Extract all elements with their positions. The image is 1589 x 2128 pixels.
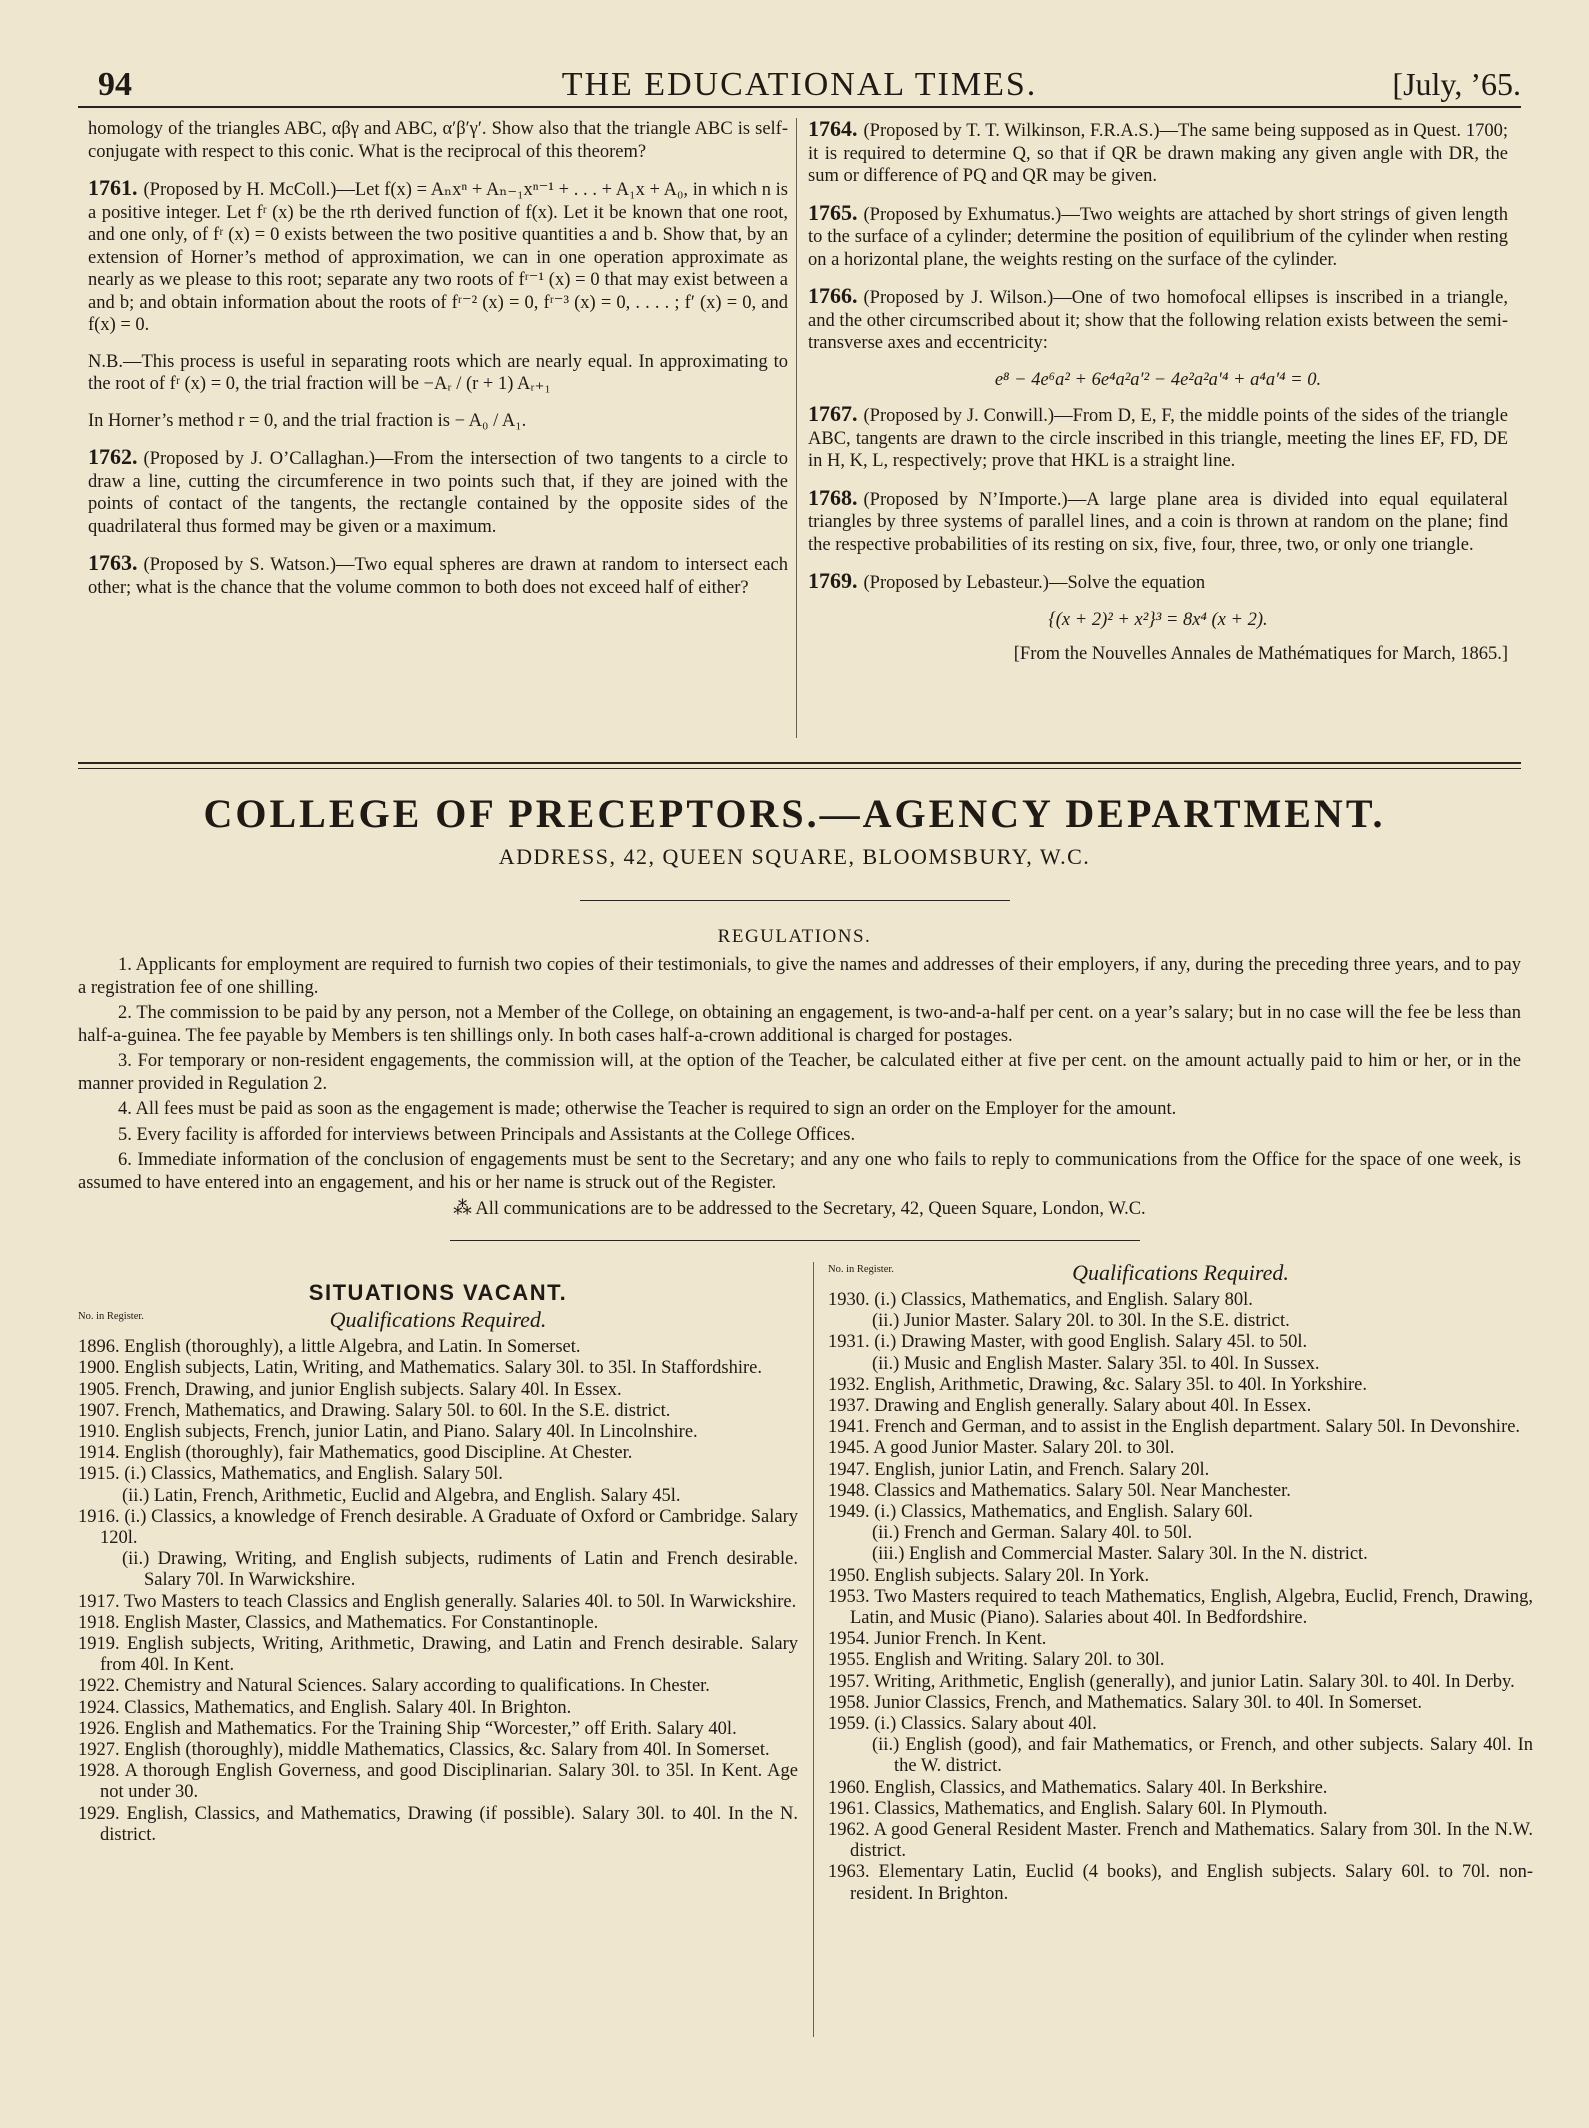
situations-subheading [78,1309,798,1335]
agency-address: ADDRESS, 42, QUEEN SQUARE, BLOOMSBURY, W.C. [498,844,1091,869]
situation-entry: 1962. A good General Resident Master. French and Mathematics. Salary from 30l. In the N.W. district. [828,1820,1533,1862]
situation-entry: 1915. (i.) Classics, Mathematics, and English. Salary 50l. [78,1464,503,1485]
short-divider [450,1240,1140,1241]
problem-paragraph [88,410,788,433]
problem-number: 1761. [88,175,138,200]
regulation-item: 6. Immediate information of the conclusion of engagements must be sent to the Secretary; and any one who fails to reply to communications from the Office for the space of one week, is assumed to have entered into an engagement, and his or her name is struck out of the Register. [78,1150,1521,1193]
situation-entry: 1947. English, junior Latin, and French. Salary 20l. [828,1459,1210,1480]
problem-number: 1767. [808,401,858,426]
problem-text: (Proposed by N’Importe.)—A large plane area is divided into equal equilateral triangles by three systems of parallel lines, and a coin is thrown at random on the plane; find the respective probabilities of its resting on six, five, four, three, two, or only one triangle. [808,489,1508,555]
problem-paragraph [808,570,1508,595]
situations-subheading [828,1262,1533,1288]
situation-entry: 1958. Junior Classics, French, and Mathematics. Salary 30l. to 40l. In Somerset. [828,1692,1422,1713]
problem-text: [From the Nouvelles Annales de Mathématiques for March, 1865.] [1013,644,1508,664]
situation-entry: 1924. Classics, Mathematics, and English. Salary 40l. In Brighton. [78,1697,572,1718]
situation-entry: 1928. A thorough English Governess, and good Disciplinarian. Salary 30l. to 35l. In Kent. Age not under 30. [78,1761,798,1803]
situation-entry: 1961. Classics, Mathematics, and English. Salary 60l. In Plymouth. [828,1798,1328,1819]
column-divider [813,1262,814,2037]
problem-text: (Proposed by H. McColl.)—Let f(x) = Aₙxⁿ + Aₙ₋₁xⁿ⁻¹ + . . . + A₁x + A₀, in which n is a positive integer. Let fʳ (x) be the rth derived function of f(x). Let it be known that one root, and one only, of fʳ (x) = 0 exists between the two positive quantities a and b. Show that, by an extension of Horner’s method of approximation, we can in one operation approximate as nearly as we please to this root; separate any two roots of fʳ⁻¹ (x) = 0 that may exist between a and b; and obtain information about the roots of fʳ⁻² (x) = 0, fʳ⁻³ (x) = 0, . . . . ; f′ (x) = 0, and f(x) = 0. [88,180,788,335]
problem-paragraph [88,177,788,337]
column-divider [796,118,797,738]
regulation-item: 5. Every facility is afforded for interviews between Principals and Assistants at the College Offices. [118,1124,856,1145]
situation-entry: 1949. (i.) Classics, Mathematics, and English. Salary 60l. [828,1502,1253,1523]
situation-entry: 1917. Two Masters to teach Classics and English generally. Salaries 40l. to 50l. In Warwickshire. [78,1591,797,1612]
problem-number: 1762. [88,444,138,469]
problem-text: (Proposed by Lebasteur.)—Solve the equation [863,573,1206,593]
problem-paragraph [808,643,1508,666]
problem-text: (Proposed by J. O’Callaghan.)—From the intersection of two tangents to a circle to draw a line, cutting the circumference in two points such that, if they are joined with the points of contact of the tangents, the rectangle contained by the opposite sides of the quadrilateral thus formed may be given or a maximum. [88,449,788,537]
problem-paragraph [808,118,1508,188]
short-divider [580,900,1010,901]
situation-entry: 1955. English and Writing. Salary 20l. to 30l. [828,1650,1165,1671]
situation-sub-item: (ii.) English (good), and fair Mathematics, or French, and other subjects. Salary 40l. In the W. district. [872,1735,1533,1777]
situation-entry: 1960. English, Classics, and Mathematics. Salary 40l. In Berkshire. [828,1777,1328,1798]
problem-number: 1768. [808,484,858,510]
problem-text: (Proposed by S. Watson.)—Two equal spheres are drawn at random to intersect each other; what is the chance that the volume common to both does not exceed half of either? [88,555,788,598]
situation-entry: 1918. English Master, Classics, and Mathematics. For Constantinople. [78,1612,599,1633]
situation-entry: 1932. English, Arithmetic, Drawing, &c. Salary 35l. to 40l. In Yorkshire. [828,1374,1368,1395]
situation-entry: 1907. French, Mathematics, and Drawing. Salary 50l. to 60l. In the S.E. district. [78,1400,671,1421]
situation-entry: 1914. English (thoroughly), fair Mathematics, good Discipline. At Chester. [78,1443,633,1464]
situation-entry: 1945. A good Junior Master. Salary 20l. to 30l. [828,1438,1175,1459]
situation-entry: 1930. (i.) Classics, Mathematics, and English. Salary 80l. [828,1290,1253,1310]
problem-text: {(x + 2)² + x²}³ = 8x⁴ (x + 2). [1048,609,1268,630]
problem-text: (Proposed by T. T. Wilkinson, F.R.A.S.)—The same being supposed as in Quest. 1700; it is required to determine Q, so that if QR be drawn making any given angle with DR, the sum or difference of PQ and QR may be given. [808,121,1508,186]
situations-vacant-section [78,1260,1533,2042]
problem-paragraph [808,199,1508,272]
situation-entry: 1929. English, Classics, and Mathematics, Drawing (if possible). Salary 30l. to 40l. In the N. district. [78,1803,798,1845]
situations-heading: SITUATIONS VACANT. [308,1280,568,1305]
situation-entry: 1953. Two Masters required to teach Mathematics, English, Algebra, Euclid, French, Drawing, Latin, and Music (Piano). Salaries about 40l. In Bedfordshire. [828,1586,1533,1629]
problem-number: 1764. [808,116,858,141]
regulation-item: 2. The commission to be paid by any person, not a Member of the College, on obtaining an engagement, is two-and-a-half per cent. on a year’s salary; but in no case will the fee be less than half-a-guinea. The fee payable by Members is ten shillings only. In both cases half-a-crown additional is charged for postages. [78,1003,1521,1046]
page-number: 94 [98,66,132,103]
problem-paragraph [808,369,1508,392]
regulations-title: REGULATIONS. [717,926,872,947]
problem-number: 1766. [808,283,858,308]
situation-entry: 1916. (i.) Classics, a knowledge of French desirable. A Graduate of Oxford or Cambridge. Salary 120l. [78,1506,798,1549]
situations-left-column [78,1262,798,1846]
situation-sub-item: (ii.) Junior Master. Salary 20l. to 30l. In the S.E. district. [872,1311,1290,1332]
problems-section [78,118,1521,748]
situation-entry: 1896. English (thoroughly), a little Algebra, and Latin. In Somerset. [78,1337,581,1358]
page-header [78,62,1521,108]
situation-entry: 1922. Chemistry and Natural Sciences. Salary according to qualifications. In Chester. [78,1676,710,1697]
problem-paragraph [88,351,788,396]
problem-number: 1769. [808,568,858,593]
qualifications-label: Qualifications Required. [329,1307,547,1333]
problems-right-column [808,118,1508,680]
problem-number: 1765. [808,199,858,225]
regulation-item: 1. Applicants for employment are required to furnish two copies of their testimonials, to give the names and addresses of their employers, if any, during the preceding three years, and to pay a registration fee of one shilling. [78,955,1521,998]
situation-entry: 1900. English subjects, Latin, Writing, and Mathematics. Salary 30l. to 35l. In Staffordshire. [78,1358,762,1379]
regulations-list [78,954,1521,1224]
situation-entry: 1959. (i.) Classics. Salary about 40l. [828,1714,1097,1735]
no-in-register-label: No. in Register. [78,1311,144,1323]
section-divider [78,762,1521,769]
situation-entry: 1950. English subjects. Salary 20l. In York. [828,1565,1150,1586]
situation-entry: 1926. English and Mathematics. For the Training Ship “Worcester,” off Erith. Salary 40l. [78,1718,737,1739]
announcement: ⁂ All communications are to be addressed to the Secretary, 42, Queen Square, London, W.C. [453,1199,1146,1219]
situation-sub-item: (ii.) French and German. Salary 40l. to 50l. [872,1523,1193,1544]
problem-number: 1763. [88,550,138,575]
situation-entry: 1941. French and German, and to assist in the English department. Salary 50l. In Devonshire. [828,1417,1521,1438]
journal-title: THE EDUCATIONAL TIMES. [561,66,1038,103]
situation-entry: 1937. Drawing and English generally. Salary about 40l. In Essex. [828,1396,1312,1417]
problems-left-column [88,118,788,613]
problem-paragraph [808,403,1508,473]
problem-text: N.B.—This process is useful in separating roots which are nearly equal. In approximating to the root of fʳ (x) = 0, the trial fraction will be −Aᵣ / (r + 1) Aᵣ₊₁ [88,351,788,394]
situation-entry: 1963. Elementary Latin, Euclid (4 books), and English subjects. Salary 60l. to 70l. non-resident. In Brighton. [828,1862,1533,1904]
regulation-item: 3. For temporary or non-resident engagements, the commission will, at the option of the Teacher, be calculated either at five per cent. on the amount actually paid to him or her, or in the manner provided in Regulation 2. [78,1051,1521,1094]
situation-entry: 1905. French, Drawing, and junior English subjects. Salary 40l. In Essex. [78,1379,622,1400]
problem-text: homology of the triangles ABC, αβγ and ABC, α′β′γ′. Show also that the triangle ABC is self-conjugate with respect to this conic. What is the reciprocal of this theorem? [88,119,788,162]
problem-text: e⁸ − 4e⁶a² + 6e⁴a²a′² − 4e²a²a′⁴ + a⁴a′⁴ = 0. [994,369,1322,390]
problem-paragraph [808,484,1508,557]
problem-text: (Proposed by J. Wilson.)—One of two homofocal ellipses is inscribed in a triangle, and the other circumscribed about it; show that the following relation exists between the semi-transverse axes and eccentricity: [808,288,1508,353]
problem-text: (Proposed by Exhumatus.)—Two weights are attached by short strings of given length to the surface of a cylinder; determine the position of equilibrium of the cylinder when resting on a horizontal plane, the weights resting on the surface of the cylinder. [808,204,1508,270]
problem-paragraph [88,118,788,163]
situation-sub-item: (ii.) Drawing, Writing, and English subjects, rudiments of Latin and French desirable. Salary 70l. In Warwickshire. [122,1549,798,1591]
problem-paragraph [808,609,1508,632]
situation-sub-item: (ii.) Latin, French, Arithmetic, Euclid and Algebra, and English. Salary 45l. [122,1485,681,1506]
problem-text: In Horner’s method r = 0, and the trial fraction is − A₀ / A₁. [88,410,527,431]
problem-paragraph [808,285,1508,355]
problem-paragraph [88,552,788,599]
situation-entry: 1954. Junior French. In Kent. [828,1629,1047,1650]
situation-entry: 1919. English subjects, Writing, Arithmetic, Drawing, and Latin and French desirable. Salary from 40l. In Kent. [78,1634,798,1676]
regulation-item: 4. All fees must be paid as soon as the engagement is made; otherwise the Teacher is required to sign an order on the Employer for the amount. [118,1099,1177,1119]
qualifications-label: Qualifications Required. [1072,1260,1289,1285]
agency-title: COLLEGE OF PRECEPTORS.—AGENCY DEPARTMENT. [203,791,1386,836]
situation-entry: 1931. (i.) Drawing Master, with good English. Salary 45l. to 50l. [828,1332,1308,1353]
situation-sub-item: (iii.) English and Commercial Master. Salary 30l. In the N. district. [872,1544,1368,1565]
issue-date: [July, ’65. [1392,66,1521,102]
situation-sub-item: (ii.) Music and English Master. Salary 35l. to 40l. In Sussex. [872,1353,1320,1374]
situation-entry: 1948. Classics and Mathematics. Salary 50l. Near Manchester. [828,1480,1291,1501]
no-in-register-label: No. in Register. [828,1264,894,1275]
problem-text: (Proposed by J. Conwill.)—From D, E, F, the middle points of the sides of the triangle ABC, tangents are drawn to the circle inscribed in this triangle, meeting the lines EF, FD, DE in H, K, L, respectively; prove that HKL is a straight line. [808,406,1508,471]
situation-entry: 1957. Writing, Arithmetic, English (generally), and junior Latin. Salary 30l. to 40l. In Derby. [828,1671,1515,1692]
situation-entry: 1910. English subjects, French, junior Latin, and Piano. Salary 40l. In Lincolnshire. [78,1422,698,1443]
situation-entry: 1927. English (thoroughly), middle Mathematics, Classics, &c. Salary from 40l. In Somerset. [78,1740,770,1761]
situations-right-column [828,1262,1533,1905]
problem-paragraph [88,446,788,538]
